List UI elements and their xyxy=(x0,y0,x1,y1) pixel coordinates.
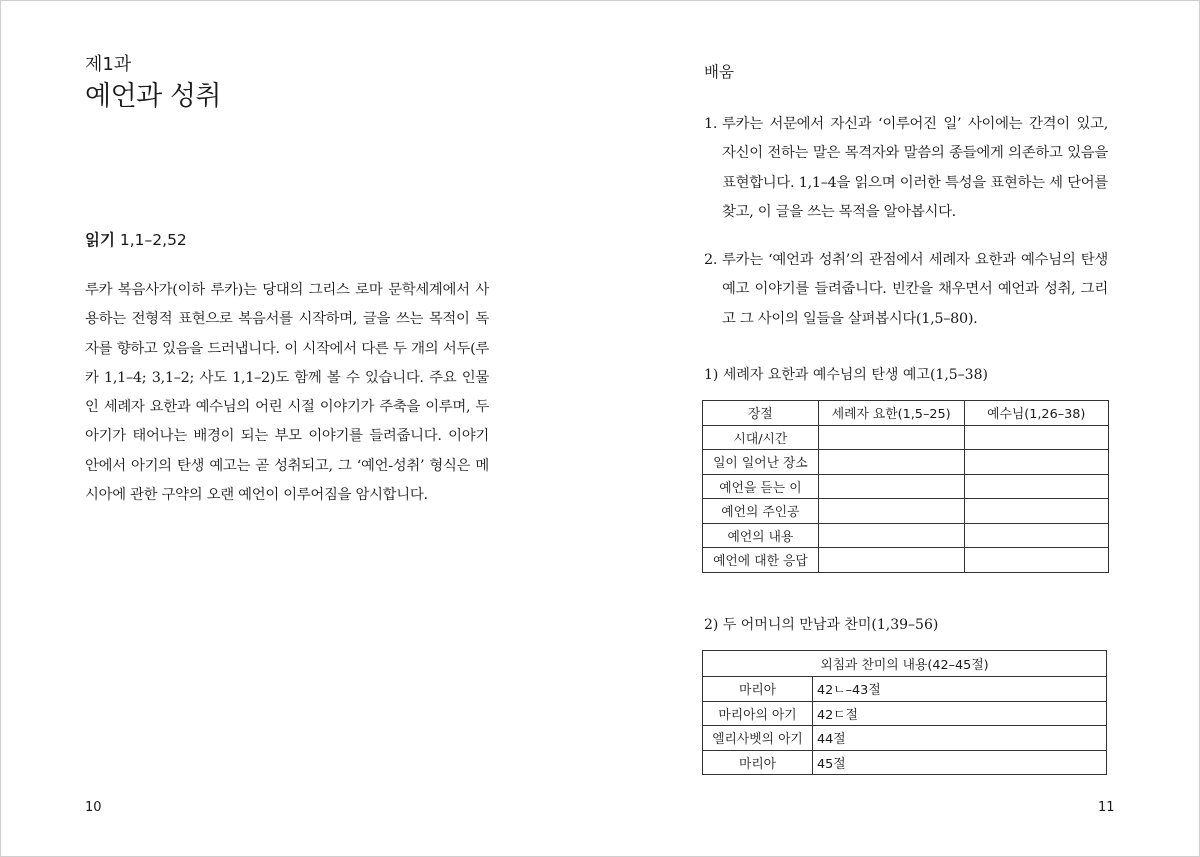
verse-cell: 42ㄴ–43절 xyxy=(813,677,1107,702)
table-header-cell: 예수님(1,26–38) xyxy=(964,401,1108,426)
question-2-number: 2. xyxy=(704,252,718,268)
verse-cell: 44절 xyxy=(813,726,1107,751)
blank-cell[interactable] xyxy=(818,474,964,499)
row-label: 시대/시간 xyxy=(703,425,819,450)
question-1-text: 루카는 서문에서 자신과 ‘이루어진 일’ 사이에는 간격이 있고, 자신이 전하는 말은 목격자와 말씀의 종들에게 의존하고 있음을 표현합니다. 1,1–4을 읽으며 이러한 특성을 표현하는 세 단어를 찾고, 이 글을 쓰는 목적을 알아봅시다. xyxy=(722,116,1108,220)
blank-cell[interactable] xyxy=(964,425,1108,450)
row-label: 마리아 xyxy=(703,750,813,775)
verse-cell: 42ㄷ절 xyxy=(813,701,1107,726)
question-1 xyxy=(704,110,1108,227)
lesson-number: 제1과 xyxy=(85,54,132,75)
blank-cell[interactable] xyxy=(818,450,964,475)
blank-cell[interactable] xyxy=(964,499,1108,524)
table-row xyxy=(703,677,1107,702)
page-number-right: 11 xyxy=(1098,800,1115,815)
section-1-title: 1) 세례자 요한과 예수님의 탄생 예고(1,5–38) xyxy=(704,367,988,383)
page-number-left: 10 xyxy=(85,800,102,815)
table-header-cell: 외침과 찬미의 내용(42–45절) xyxy=(703,651,1107,677)
question-2-text: 루카는 ‘예언과 성취’의 관점에서 세례자 요한과 예수님의 탄생 예고 이야기를 들려줍니다. 빈칸을 채우면서 예언과 성취, 그리고 그 사이의 일들을 살펴봅시다(1,5–80). xyxy=(722,252,1108,327)
table-row xyxy=(703,750,1107,775)
row-label: 예언의 내용 xyxy=(703,523,819,548)
table-header-cell: 장절 xyxy=(703,401,819,426)
mothers-meeting-table xyxy=(702,650,1107,775)
question-2 xyxy=(704,246,1108,334)
blank-cell[interactable] xyxy=(964,523,1108,548)
blank-cell[interactable] xyxy=(818,523,964,548)
table-row xyxy=(703,499,1109,524)
blank-cell[interactable] xyxy=(818,425,964,450)
question-1-number: 1. xyxy=(704,116,718,132)
reading-label: 읽기 xyxy=(85,231,115,249)
table-row xyxy=(703,726,1107,751)
row-label: 예언의 주인공 xyxy=(703,499,819,524)
birth-announcement-table xyxy=(702,400,1109,573)
study-heading: 배움 xyxy=(704,63,734,81)
table-row xyxy=(703,450,1109,475)
table-row xyxy=(703,548,1109,573)
blank-cell[interactable] xyxy=(818,548,964,573)
blank-cell[interactable] xyxy=(964,474,1108,499)
right-page xyxy=(600,0,1200,857)
row-label: 마리아의 아기 xyxy=(703,701,813,726)
verse-cell: 45절 xyxy=(813,750,1107,775)
table-row xyxy=(703,474,1109,499)
section-2-title: 2) 두 어머니의 만남과 찬미(1,39–56) xyxy=(704,617,939,633)
table-header-cell: 세례자 요한(1,5–25) xyxy=(818,401,964,426)
table-header-row xyxy=(703,401,1109,426)
table-row xyxy=(703,523,1109,548)
row-label: 마리아 xyxy=(703,677,813,702)
table-row xyxy=(703,425,1109,450)
row-label: 일이 일어난 장소 xyxy=(703,450,819,475)
table-row xyxy=(703,701,1107,726)
row-label: 예언에 대한 응답 xyxy=(703,548,819,573)
row-label: 예언을 듣는 이 xyxy=(703,474,819,499)
row-label: 엘리사벳의 아기 xyxy=(703,726,813,751)
intro-paragraph: 루카 복음사가(이하 루카)는 당대의 그리스 로마 문학세계에서 사용하는 전형적 표현으로 복음서를 시작하며, 글을 쓰는 목적이 독자를 향하고 있음을 드러냅니다. 이 시작에서 다른 두 개의 서두(루카 1,1–4; 3,1–2; 사도 1,1–2)도 함께 볼 수 있습니다. 주요 인물인 세례자 요한과 예수님의 어린 시절 이야기가 주축을 이루며, 두 아기가 태어나는 배경이 되는 부모 이야기를 들려줍니다. 이야기 안에서 아기의 탄생 예고는 곧 성취되고, 그 ‘예언-성취’ 형식은 메시아에 관한 구약의 오랜 예언이 이루어짐을 암시합니다. xyxy=(85,282,489,504)
table-header-row xyxy=(703,651,1107,677)
blank-cell[interactable] xyxy=(964,450,1108,475)
reading-ref: 1,1–2,52 xyxy=(114,231,187,249)
lesson-title: 예언과 성취 xyxy=(85,81,221,112)
reading-line xyxy=(85,228,187,250)
blank-cell[interactable] xyxy=(964,548,1108,573)
blank-cell[interactable] xyxy=(818,499,964,524)
